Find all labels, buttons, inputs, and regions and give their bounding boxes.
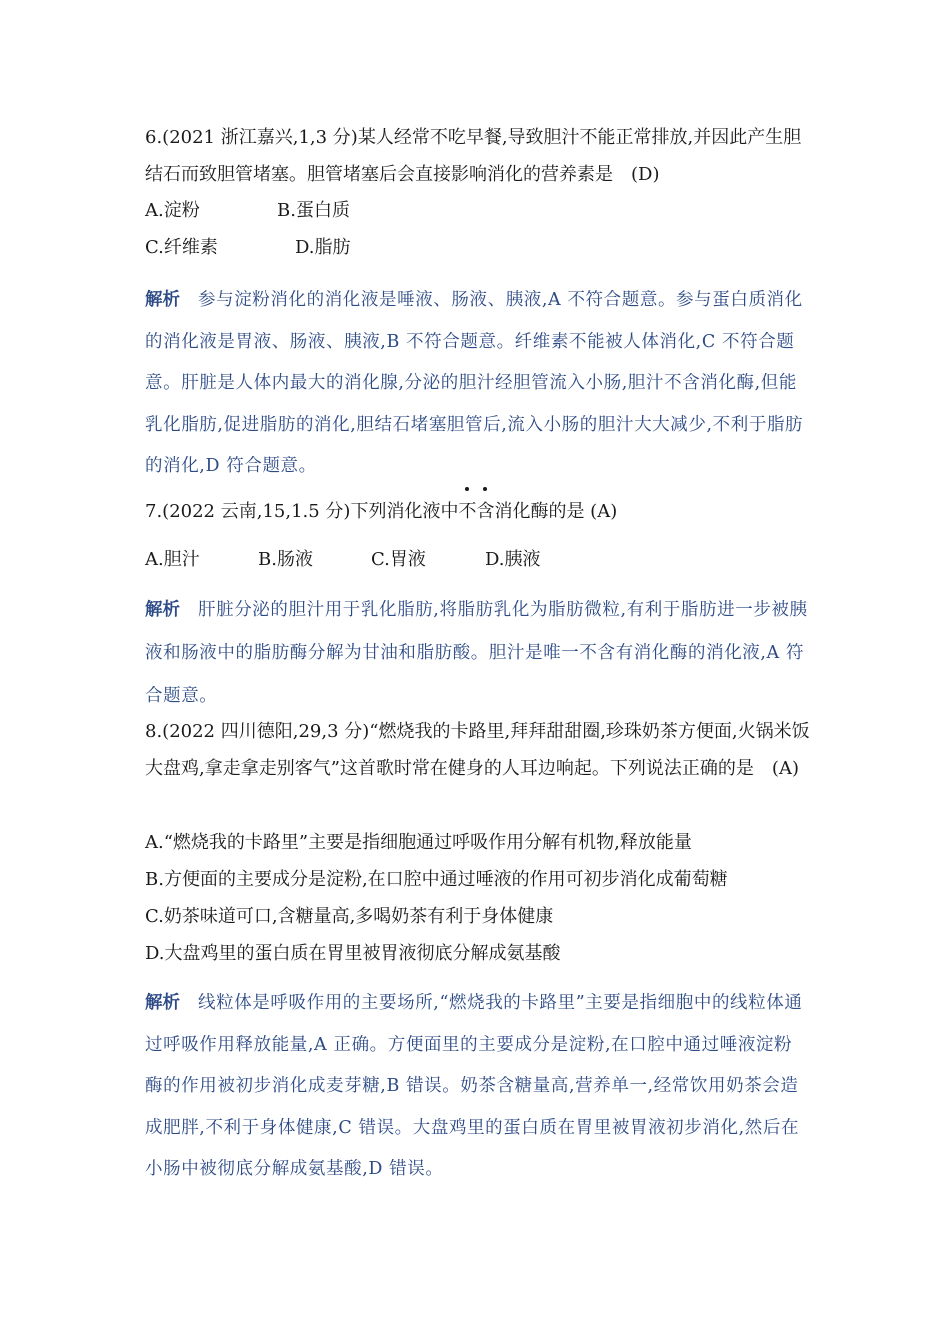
question-8-option-d: D.大盘鸡里的蛋白质在胃里被胃液彻底分解成氨基酸 <box>145 943 561 964</box>
question-6-analysis-text: 参与淀粉消化的消化液是唾液、肠液、胰液,A 不符合题意。参与蛋白质消化的消化液是胃液、肠液、胰液,B 不符合题意。纤维素不能被人体消化,C 不符合题意。肝脏是人体内最大的消化腺,分泌的胆汁经胆管流入小肠,胆汁不含消化酶,但能乳化脂肪,促进脂肪的消化,胆结石堵塞胆管后,流入小肠的胆汁大大减少,不利于脂肪的消化,D 符合题意。 <box>145 290 804 476</box>
question-8-analysis-text: 线粒体是呼吸作用的主要场所,“燃烧我的卡路里”主要是指细胞中的线粒体通过呼吸作用释放能量,A 正确。方便面里的主要成分是淀粉,在口腔中通过唾液淀粉酶的作用被初步消化成麦芽糖,B 错误。奶茶含糖量高,营养单一,经常饮用奶茶会造成肥胖,不利于身体健康,C 错误。大盘鸡里的蛋白质在胃里被胃液初步消化,然后在小肠中被彻底分解成氨基酸,D 错误。 <box>145 993 803 1179</box>
question-8-option-b: B.方便面的主要成分是淀粉,在口腔中通过唾液的作用可初步消化成葡萄糖 <box>145 869 728 890</box>
question-7-option-a: A.胆汁 <box>145 549 200 570</box>
question-7-option-c: C.胃液 <box>371 549 426 570</box>
analysis-label: 解析 <box>145 600 180 620</box>
question-8-stem: 8.(2022 四川德阳,29,3 分)“燃烧我的卡路里,拜拜甜甜圈,珍珠奶茶方便面,火锅米饭大盘鸡,拿走拿走别客气”这首歌时常在健身的人耳边响起。下列说法正确的是 (A) <box>145 721 810 779</box>
question-7-stem-after: 消化酶的是 (A) <box>494 501 618 522</box>
question-7-option-d: D.胰液 <box>485 549 541 570</box>
question-7-analysis-text: 肝脏分泌的胆汁用于乳化脂肪,将脂肪乳化为脂肪微粒,有利于脂肪进一步被胰液和肠液中的脂肪酶分解为甘油和脂肪酸。胆汁是唯一不含有消化酶的消化液,A 符合题意。 <box>145 600 808 706</box>
question-8-option-a: A.“燃烧我的卡路里”主要是指细胞通过呼吸作用分解有机物,释放能量 <box>145 832 692 853</box>
question-7-option-b: B.肠液 <box>258 549 313 570</box>
question-6-stem: 6.(2021 浙江嘉兴,1,3 分)某人经常不吃早餐,导致胆汁不能正常排放,并因此产生胆结石而致胆管堵塞。胆管堵塞后会直接影响消化的营养素是 (D) <box>145 127 802 185</box>
question-6-option-d: D.脂肪 <box>295 237 351 258</box>
analysis-label: 解析 <box>145 290 180 310</box>
question-6-option-b: B.蛋白质 <box>277 200 350 221</box>
analysis-label: 解析 <box>145 993 180 1013</box>
question-7-emphasis-1: 不 <box>458 493 476 530</box>
question-7-stem-before: 7.(2022 云南,15,1.5 分)下列消化液中 <box>145 501 459 522</box>
question-6-option-c: C.纤维素 <box>145 237 218 258</box>
question-7-emphasis-2: 含 <box>476 493 494 530</box>
question-8-analysis <box>145 983 810 1191</box>
question-7-analysis <box>145 589 810 718</box>
question-7-stem <box>145 493 810 530</box>
question-6-option-a: A.淀粉 <box>145 200 200 221</box>
question-8-option-c: C.奶茶味道可口,含糖量高,多喝奶茶有利于身体健康 <box>145 906 554 927</box>
question-6-analysis <box>145 280 810 488</box>
